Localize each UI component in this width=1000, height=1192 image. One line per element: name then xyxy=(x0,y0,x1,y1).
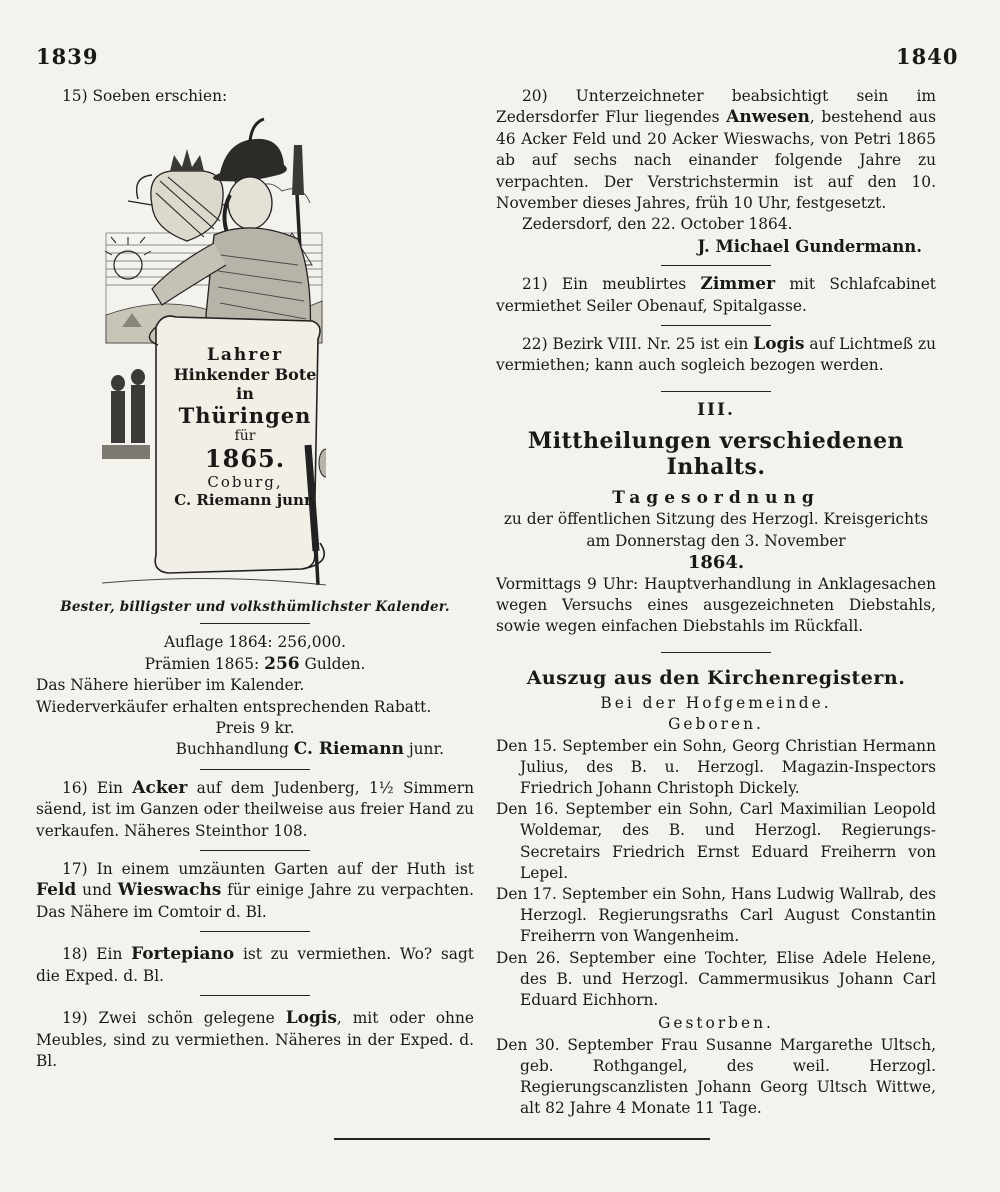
page-number-left: 1839 xyxy=(36,44,99,69)
ad-20-place-date: Zedersdorf, den 22. October 1864. xyxy=(522,215,793,234)
agenda-subtitle: zu der öffentlichen Sitzung des Herzogl. Kreisgerichts am Donnerstag den 3. November xyxy=(503,510,929,550)
died-entry: Den 30. September Frau Susanne Margarethe Ultsch, geb. Rothgangel, des weil. Herzogl. Regierungscanzlisten Johann Georg Ultsch Wittwe, alt 82 Jahre 4 Monate 11 Tage. xyxy=(496,1035,936,1118)
ad-15-price: Preis 9 kr. xyxy=(215,719,295,738)
ad-18: 18) Ein Fortepiano ist zu vermiethen. Wo? sagt die Exped. d. Bl. xyxy=(36,944,474,985)
divider xyxy=(200,769,310,770)
left-column xyxy=(36,86,474,1072)
ad-16: 16) Ein Acker auf dem Judenberg, 1½ Simmern säend, ist im Ganzen oder theilweise aus freier Hand zu verkaufen. Näheres Steinthor 108. xyxy=(36,777,474,840)
calendar-title-year: 1865. xyxy=(204,444,286,474)
calendar-title-block xyxy=(158,345,332,509)
calendar-title-publisher: C. Riemann junr. xyxy=(174,491,316,510)
section-title: Mittheilungen verschiedenen Inhalts. xyxy=(527,427,905,480)
divider xyxy=(661,265,771,266)
church-parish: Bei der Hofgemeinde. xyxy=(600,693,832,712)
divider xyxy=(200,623,310,624)
calendar-caption: Bester, billigster und volksthümlichster Kalender. xyxy=(60,599,450,616)
calendar-title-line2: Hinkender Bote xyxy=(173,365,317,385)
page-number-right: 1840 xyxy=(896,44,959,69)
born-list xyxy=(496,736,936,1012)
divider xyxy=(661,652,771,653)
bottom-rule xyxy=(334,1138,710,1140)
prize-amount: 256 xyxy=(264,653,300,674)
church-register-title: Auszug aus den Kirchenregistern. xyxy=(526,666,906,689)
ad-15-details: Das Nähere hierüber im Kalender. xyxy=(36,676,305,695)
ad-19: 19) Zwei schön gelegene Logis, mit oder ohne Meubles, sind zu vermiethen. Näheres in der Exped. d. Bl. xyxy=(36,1008,474,1070)
divider xyxy=(661,325,771,326)
ad-15-edition: Auflage 1864: 256,000. xyxy=(163,633,347,652)
calendar-illustration xyxy=(102,115,326,595)
bookshop-name: C. Riemann xyxy=(293,739,404,760)
born-heading: Geboren. xyxy=(668,715,764,734)
calendar-title-line3: in xyxy=(236,384,254,404)
born-entry: Den 26. September eine Tochter, Elise Adele Helene, des B. und Herzogl. Cammermusikus Johann Carl Eduard Eichhorn. xyxy=(496,948,936,1009)
ad-15-heading: 15) Soeben erschien: xyxy=(62,87,228,105)
died-heading: Gestorben. xyxy=(658,1014,774,1033)
divider xyxy=(200,995,310,996)
agenda-year: 1864. xyxy=(687,552,745,574)
born-entry: Den 17. September ein Sohn, Hans Ludwig Wallrab, des Herzogl. Regierungsraths Carl August Constantin Freiherrn von Wangenheim. xyxy=(496,884,936,946)
right-column xyxy=(496,86,936,1119)
ad-15-prizes: Prämien 1865: 256 Gulden. xyxy=(144,653,366,674)
divider xyxy=(661,391,771,392)
divider xyxy=(200,931,310,932)
ad-22: 22) Bezirk VIII. Nr. 25 ist ein Logis auf Lichtmeß zu vermiethen; kann auch sogleich bezogen werden. xyxy=(496,334,936,375)
section-number: III. xyxy=(697,399,735,420)
calendar-title-line5: für xyxy=(234,428,256,445)
born-entry: Den 15. September ein Sohn, Georg Christian Hermann Julius, des B. u. Herzogl. Magazin-Inspectors Friedrich Johann Christoph Dickely. xyxy=(496,736,936,797)
agenda-title: Tagesordnung xyxy=(612,487,820,508)
calendar-title-line1: Lahrer xyxy=(206,345,284,366)
died-list xyxy=(496,1035,936,1120)
ad-21: 21) Ein meublirtes Zimmer mit Schlafcabinet vermiethet Seiler Obenauf, Spitalgasse. xyxy=(496,274,936,315)
agenda-body: Vormittags 9 Uhr: Hauptverhandlung in Anklagesachen wegen Versuchs eines ausgezeichneten Diebstahls, sowie wegen einfachen Diebstahls im Rückfall. xyxy=(496,574,936,636)
ad-17: 17) In einem umzäunten Garten auf der Huth ist Feld und Wieswachs für einige Jahre zu verpachten. Das Nähere im Comtoir d. Bl. xyxy=(36,860,474,921)
ad-20-signature: J. Michael Gundermann. xyxy=(697,236,922,256)
divider xyxy=(200,850,310,851)
ad-15-bookshop: Buchhandlung C. Riemann junr. xyxy=(175,739,444,760)
ad-20: 20) Unterzeichneter beabsichtigt sein im Zedersdorfer Flur liegendes Anwesen, bestehend aus 46 Acker Feld und 20 Acker Wieswachs, von Petri 1865 ab auf sechs nach einander folgende Jahre zu verpachten. Der Verstrichstermin ist auf den 10. November dieses Jahres, früh 10 Uhr, festgesetzt. xyxy=(496,87,936,213)
ad-15-resellers: Wiederverkäufer erhalten entsprechenden Rabatt. xyxy=(36,697,432,716)
calendar-title-place: Coburg, xyxy=(207,473,283,492)
calendar-title-line4: Thüringen xyxy=(178,403,312,429)
born-entry: Den 16. September ein Sohn, Carl Maximilian Leopold Woldemar, des B. und Herzogl. Regierungs-Secretairs Friedrich Ernst Eduard Freiherrn von Lepel. xyxy=(496,800,936,882)
